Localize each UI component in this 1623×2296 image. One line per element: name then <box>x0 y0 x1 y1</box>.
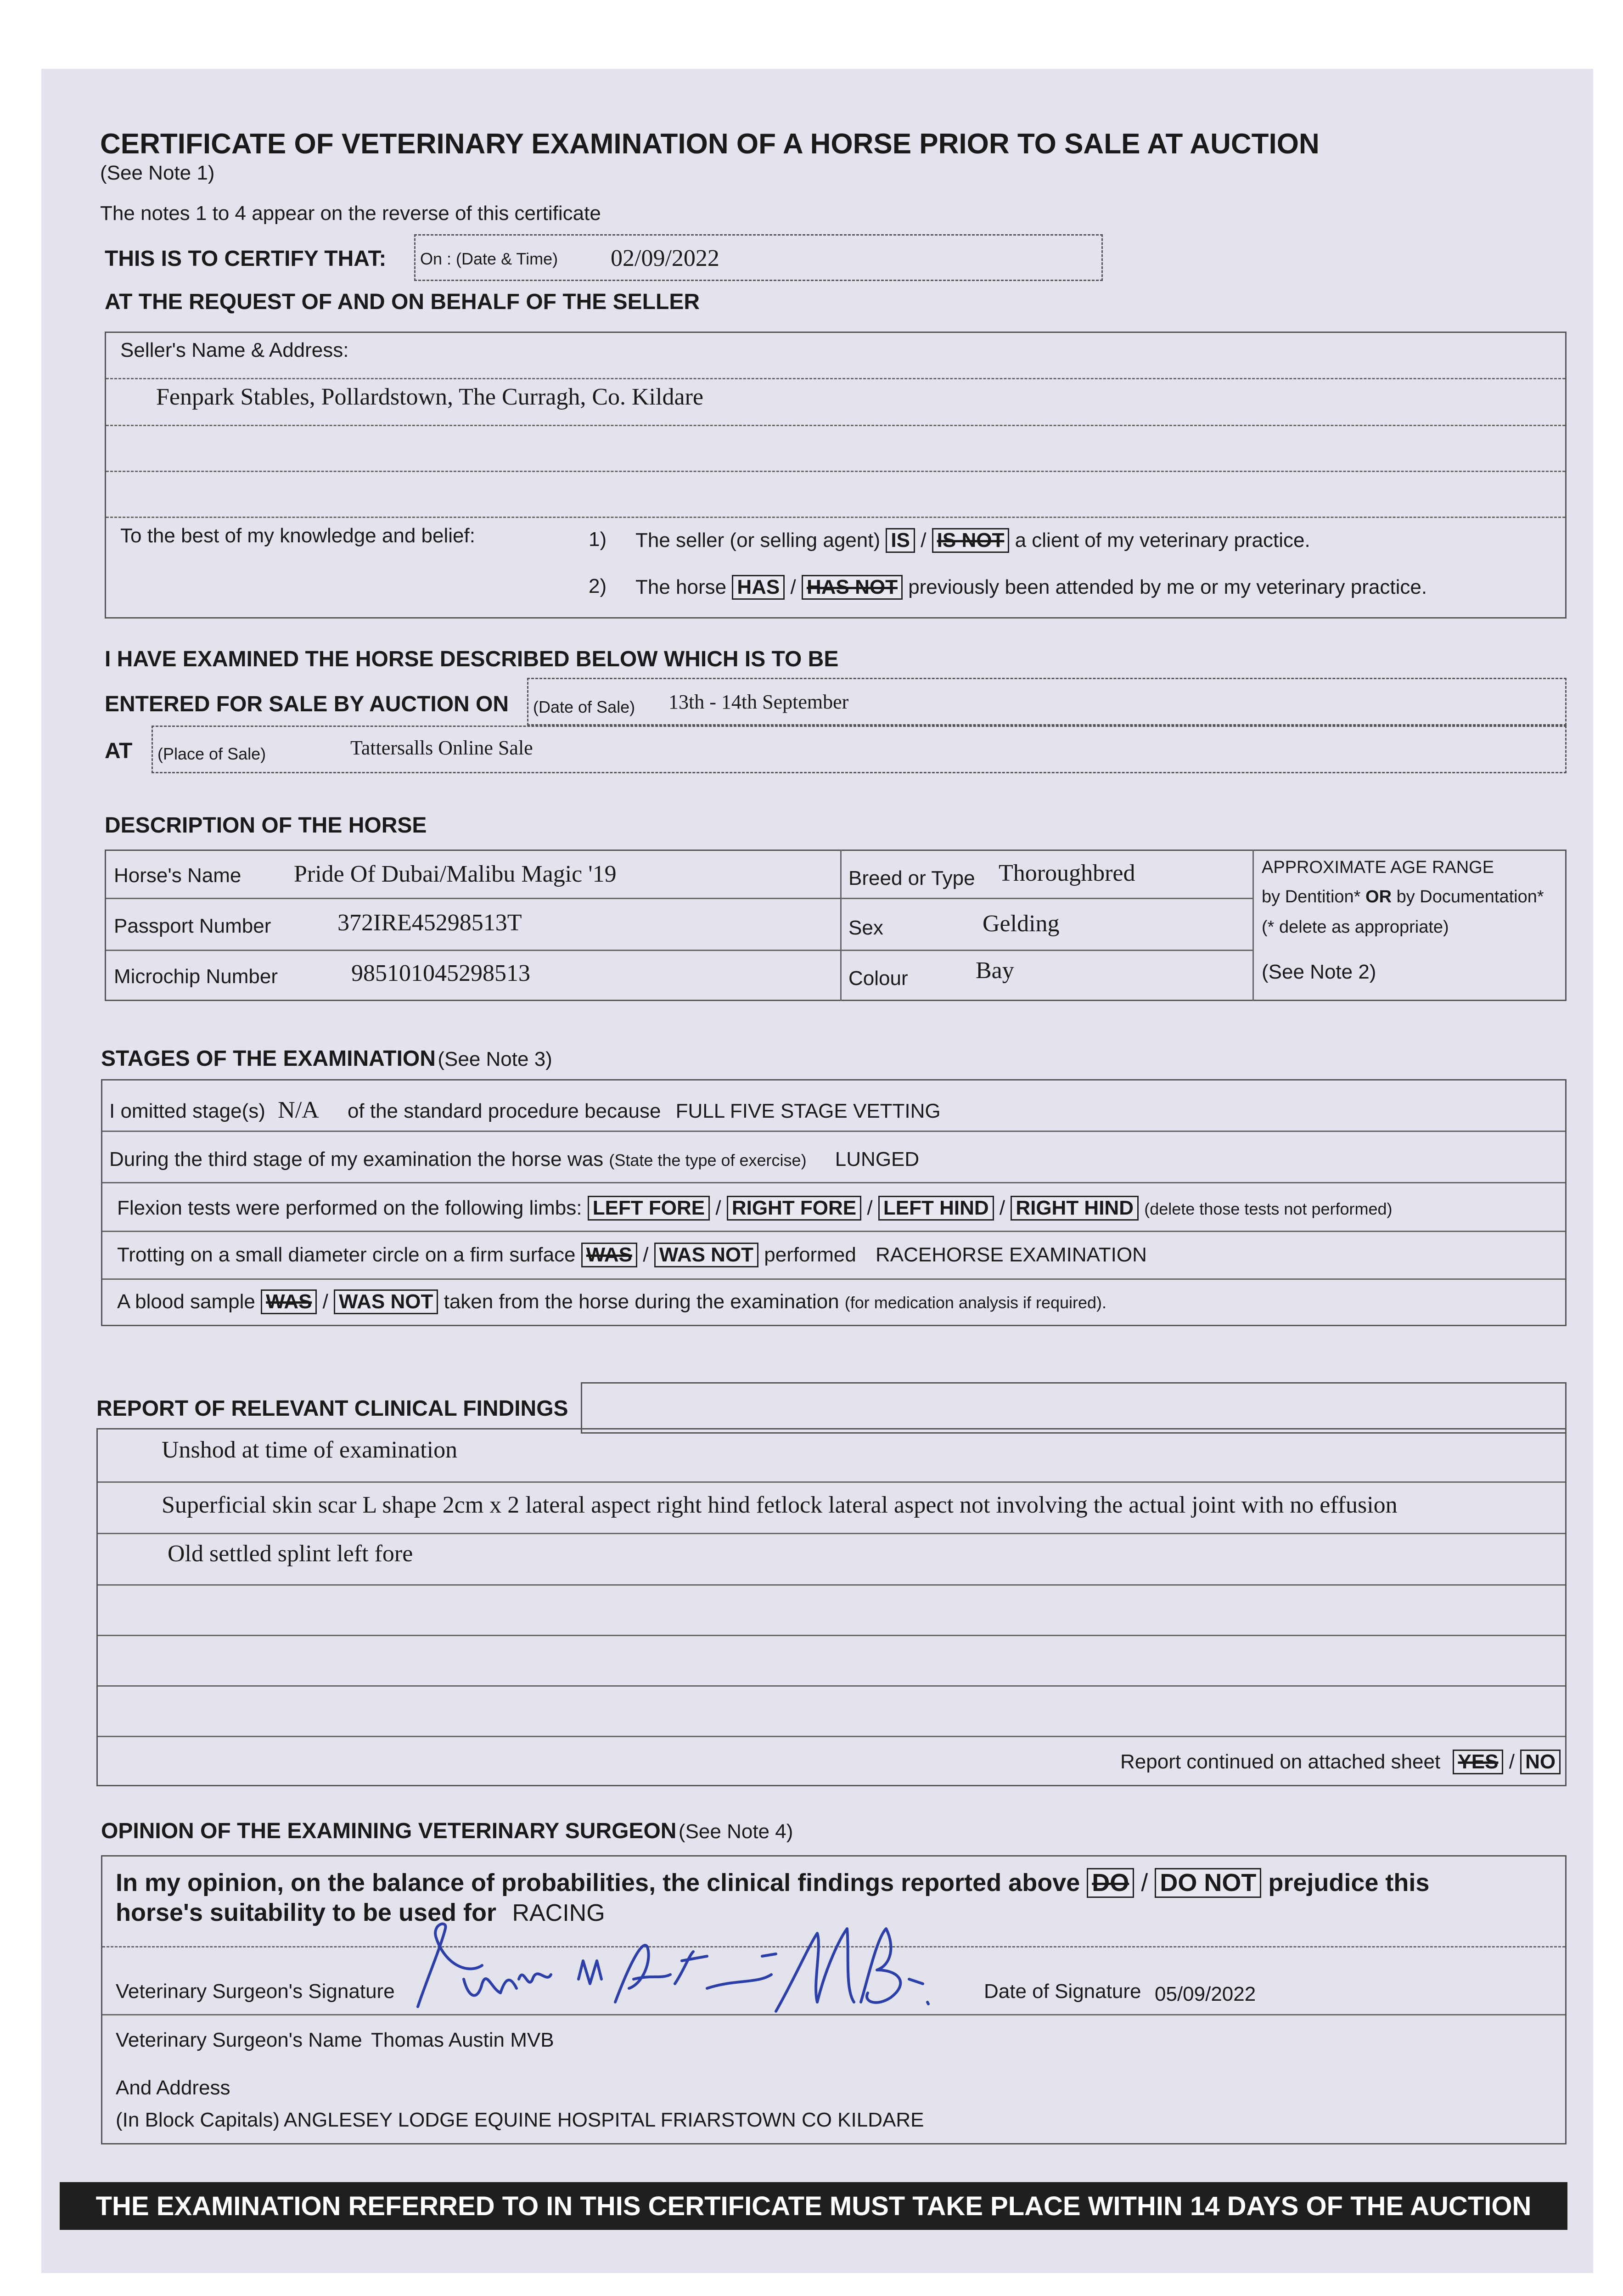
divider <box>98 1584 1565 1586</box>
surgeon-name-label: Veterinary Surgeon's Name <box>116 2029 362 2051</box>
omit-value[interactable]: N/A <box>278 1097 319 1123</box>
sex-value[interactable]: Gelding <box>983 911 1060 937</box>
flex-pre: Flexion tests were performed on the following limbs: <box>117 1197 582 1219</box>
seller-address[interactable]: Fenpark Stables, Pollardstown, The Curragh, Co. Kildare <box>156 384 703 410</box>
signature-image[interactable] <box>413 1910 992 2025</box>
exam-date-field[interactable] <box>414 234 1103 281</box>
is-option[interactable]: IS <box>886 528 915 553</box>
divider <box>98 1736 1565 1737</box>
certificate-title: CERTIFICATE OF VETERINARY EXAMINATION OF A HORSE PRIOR TO SALE AT AUCTION <box>100 128 1320 160</box>
blood-was-option[interactable]: WAS <box>261 1289 317 1314</box>
flex-note: (delete those tests not performed) <box>1144 1199 1393 1218</box>
continued-label: Report continued on attached sheet <box>1120 1750 1441 1773</box>
divider <box>106 898 1252 899</box>
horse-attended-question <box>635 575 1427 600</box>
separator: / <box>921 529 927 551</box>
divider <box>840 850 842 1001</box>
see-note-2: (See Note 2) <box>1262 961 1376 983</box>
q2-pre: The horse <box>635 576 727 598</box>
trot-pre: Trotting on a small diameter circle on a firm surface <box>117 1244 576 1266</box>
age-range-label: APPROXIMATE AGE RANGE <box>1262 858 1494 877</box>
age-or: OR <box>1365 887 1392 906</box>
omit-pre: I omitted stage(s) <box>109 1100 265 1122</box>
age-range-options <box>1262 887 1544 907</box>
notes-line: The notes 1 to 4 appear on the reverse of this certificate <box>100 202 601 225</box>
divider <box>106 517 1565 518</box>
blood-sample-row <box>117 1289 1106 1314</box>
microchip-value[interactable]: 985101045298513 <box>351 960 530 986</box>
right-hind-option[interactable]: RIGHT HIND <box>1011 1196 1139 1221</box>
separator: / <box>867 1197 873 1219</box>
auction-line: ENTERED FOR SALE BY AUCTION ON <box>105 692 509 716</box>
sex-label: Sex <box>848 917 883 939</box>
block-capitals-label: (In Block Capitals) <box>116 2109 280 2131</box>
blood-post: taken from the horse during the examination <box>444 1290 839 1313</box>
finding-2[interactable]: Superficial skin scar L shape 2cm x 2 lateral aspect right hind fetlock lateral aspect not involving the actual joint with no effusion <box>162 1492 1398 1518</box>
report-continued-row <box>1120 1750 1561 1774</box>
finding-1[interactable]: Unshod at time of examination <box>162 1437 458 1463</box>
opinion-line1-post: prejudice this <box>1268 1869 1430 1896</box>
divider <box>106 425 1565 426</box>
q2-number: 2) <box>589 575 607 597</box>
third-pre: During the third stage of my examination the horse was <box>109 1148 604 1171</box>
divider <box>102 1231 1565 1232</box>
surgeon-address-value[interactable]: ANGLESEY LODGE EQUINE HOSPITAL FRIARSTOWN CO KILDARE <box>284 2109 924 2131</box>
blood-pre: A blood sample <box>117 1290 255 1313</box>
at-label: AT <box>105 739 133 763</box>
left-fore-option[interactable]: LEFT FORE <box>588 1196 710 1221</box>
divider <box>98 1533 1565 1534</box>
intended-use-value[interactable]: RACING <box>512 1900 605 1926</box>
do-not-option[interactable]: DO NOT <box>1155 1868 1261 1898</box>
divider <box>98 1635 1565 1636</box>
has-option[interactable]: HAS <box>732 575 785 600</box>
blood-was-not-option[interactable]: WAS NOT <box>334 1289 438 1314</box>
left-hind-option[interactable]: LEFT HIND <box>878 1196 994 1221</box>
third-stage-row <box>109 1148 919 1171</box>
belief-label: To the best of my knowledge and belief: <box>120 524 475 547</box>
opinion-heading-row <box>101 1818 793 1844</box>
separator: / <box>322 1290 328 1313</box>
description-heading: DESCRIPTION OF THE HORSE <box>105 813 427 838</box>
exam-date-value: 02/09/2022 <box>611 245 719 271</box>
trot-was-option[interactable]: WAS <box>581 1243 637 1267</box>
seller-client-question <box>635 528 1310 553</box>
sale-place-value: Tattersalls Online Sale <box>350 737 533 759</box>
exam-date-label: On : (Date & Time) <box>420 249 558 268</box>
breed-value[interactable]: Thoroughbred <box>999 860 1135 886</box>
sale-date-label: (Date of Sale) <box>533 698 635 716</box>
colour-value[interactable]: Bay <box>976 957 1014 984</box>
continued-yes-option[interactable]: YES <box>1453 1750 1503 1774</box>
divider <box>106 378 1565 379</box>
signature-date-label: Date of Signature <box>984 1980 1141 2003</box>
request-label: AT THE REQUEST OF AND ON BEHALF OF THE SELLER <box>105 290 700 314</box>
see-note-1: (See Note 1) <box>100 162 215 184</box>
q2-post: previously been attended by me or my veterinary practice. <box>908 576 1427 598</box>
sale-date-field[interactable] <box>527 678 1567 726</box>
separator: / <box>790 576 796 598</box>
separator: / <box>1141 1869 1148 1896</box>
see-note-3: (See Note 3) <box>438 1048 552 1070</box>
divider <box>102 1278 1565 1280</box>
divider <box>98 1685 1565 1687</box>
examined-line: I HAVE EXAMINED THE HORSE DESCRIBED BELOW WHICH IS TO BE <box>105 647 839 671</box>
opinion-line1-pre: In my opinion, on the balance of probabilities, the clinical findings reported above <box>116 1869 1080 1896</box>
colour-label: Colour <box>848 967 908 990</box>
passport-label: Passport Number <box>114 915 271 937</box>
address-label: And Address <box>116 2077 230 2099</box>
do-option[interactable]: DO <box>1087 1868 1134 1898</box>
third-value[interactable]: LUNGED <box>835 1148 920 1171</box>
footer-banner: THE EXAMINATION REFERRED TO IN THIS CERTIFICATE MUST TAKE PLACE WITHIN 14 DAYS OF THE AUCTION <box>60 2182 1567 2230</box>
right-fore-option[interactable]: RIGHT FORE <box>727 1196 861 1221</box>
q1-number: 1) <box>589 528 607 551</box>
trot-post: performed <box>764 1244 856 1266</box>
divider <box>106 471 1565 472</box>
separator: / <box>999 1197 1005 1219</box>
sale-place-field[interactable] <box>152 726 1567 773</box>
signature-date-value[interactable]: 05/09/2022 <box>1155 1983 1256 2005</box>
age-documentation[interactable]: by Documentation* <box>1396 887 1544 906</box>
separator: / <box>715 1197 721 1219</box>
is-not-option[interactable]: IS NOT <box>932 528 1010 553</box>
divider <box>106 950 1252 951</box>
breed-label: Breed or Type <box>848 867 975 889</box>
stages-heading: STAGES OF THE EXAMINATION <box>101 1047 436 1071</box>
has-not-option[interactable]: HAS NOT <box>802 575 903 600</box>
omitted-stage-row <box>109 1097 941 1124</box>
surgeon-name-value[interactable]: Thomas Austin MVB <box>371 2029 554 2051</box>
omit-mid: of the standard procedure because <box>347 1100 661 1122</box>
third-note: (State the type of exercise) <box>609 1151 807 1170</box>
trot-value[interactable]: RACEHORSE EXAMINATION <box>876 1244 1147 1266</box>
passport-value[interactable]: 372IRE45298513T <box>337 910 522 936</box>
divider <box>102 1182 1565 1183</box>
seller-name-label: Seller's Name & Address: <box>120 339 349 361</box>
divider <box>98 1481 1565 1483</box>
divider <box>1252 850 1254 1001</box>
q1-pre: The seller (or selling agent) <box>635 529 881 551</box>
sale-date-value: 13th - 14th September <box>668 691 849 713</box>
opinion-heading: OPINION OF THE EXAMINING VETERINARY SURGEON <box>101 1819 677 1843</box>
blood-note: (for medication analysis if required). <box>844 1293 1107 1312</box>
flexion-row <box>117 1196 1393 1221</box>
divider <box>102 1131 1565 1132</box>
trot-was-not-option[interactable]: WAS NOT <box>654 1243 758 1267</box>
stages-heading-row <box>101 1046 552 1071</box>
signature-label: Veterinary Surgeon's Signature <box>116 1980 395 2003</box>
certify-label: THIS IS TO CERTIFY THAT: <box>105 247 387 271</box>
sale-place-label: (Place of Sale) <box>157 744 266 763</box>
continued-no-option[interactable]: NO <box>1520 1750 1561 1774</box>
horse-name-label: Horse's Name <box>114 864 241 887</box>
opinion-statement <box>116 1868 1429 1898</box>
separator: / <box>643 1244 649 1266</box>
report-header-box <box>581 1382 1567 1434</box>
age-dentition[interactable]: by Dentition* <box>1262 887 1361 906</box>
separator: / <box>1509 1750 1515 1773</box>
horse-name-value[interactable]: Pride Of Dubai/Malibu Magic '19 <box>294 861 617 887</box>
trotting-row <box>117 1243 1147 1267</box>
opinion-line2-pre: horse's suitability to be used for <box>116 1899 496 1926</box>
q1-post: a client of my veterinary practice. <box>1015 529 1310 551</box>
see-note-4: (See Note 4) <box>678 1820 793 1843</box>
age-delete-note: (* delete as appropriate) <box>1262 917 1449 937</box>
finding-3[interactable]: Old settled splint left fore <box>168 1541 413 1567</box>
microchip-label: Microchip Number <box>114 965 278 988</box>
report-heading: REPORT OF RELEVANT CLINICAL FINDINGS <box>96 1396 568 1421</box>
omit-reason[interactable]: FULL FIVE STAGE VETTING <box>675 1100 941 1122</box>
